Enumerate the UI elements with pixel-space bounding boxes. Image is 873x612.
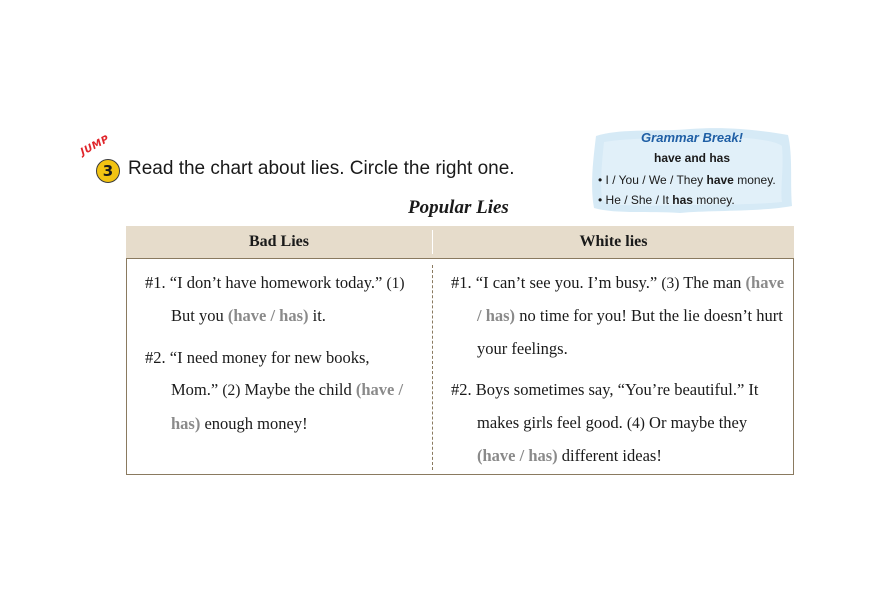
choice-1[interactable]: (have / has) [227, 306, 309, 326]
bad-lies-column [145, 267, 417, 440]
exercise-number: 3 [96, 159, 120, 183]
question-2-number: (2) [222, 382, 241, 400]
choice-2[interactable]: (have / has) [171, 380, 404, 433]
choice-3[interactable]: (have / has) [477, 273, 785, 326]
question-4-number: (4) [626, 414, 645, 432]
grammar-rule-have: • I / You / We / They have money. [598, 173, 776, 187]
jump-badge [78, 133, 128, 187]
lies-chart [126, 226, 794, 475]
question-1-number: (1) [386, 275, 405, 292]
choice-4[interactable]: (have / has) [477, 446, 558, 466]
chart-title: Popular Lies [408, 197, 509, 218]
chart-header-row [126, 226, 794, 258]
grammar-break-title: Grammar Break! [641, 130, 743, 145]
header-bad-lies: Bad Lies [248, 233, 309, 250]
grammar-rule-has: • He / She / It has money. [598, 193, 735, 207]
grammar-break-subtitle: have and has [653, 151, 731, 165]
question-3-number: (3) [661, 275, 680, 292]
white-lie-1: #1. “I can’t see you. I’m busy.” (3) The man (have / has) no time for you! But the lie doesn’t hurt your feelings. [451, 273, 785, 358]
white-lie-2: #2. Boys sometimes say, “You’re beautiful.” It makes girls feel good. (4) Or maybe they (have / has) different ideas! [451, 380, 759, 466]
exercise-instruction: Read the chart about lies. Circle the right one. [128, 158, 515, 179]
header-white-lies: White lies [579, 233, 648, 250]
chart-body [126, 258, 794, 475]
white-lies-column [451, 267, 785, 472]
bad-lie-1: #1. “I don’t have homework today.” (1) But you (have / has) it. [145, 273, 405, 326]
jump-label: JUMP [78, 133, 112, 158]
column-divider [432, 265, 433, 470]
bad-lie-2: #2. “I need money for new books, Mom.” (2) Maybe the child (have / has) enough money! [145, 347, 404, 433]
grammar-break-box [590, 126, 794, 214]
